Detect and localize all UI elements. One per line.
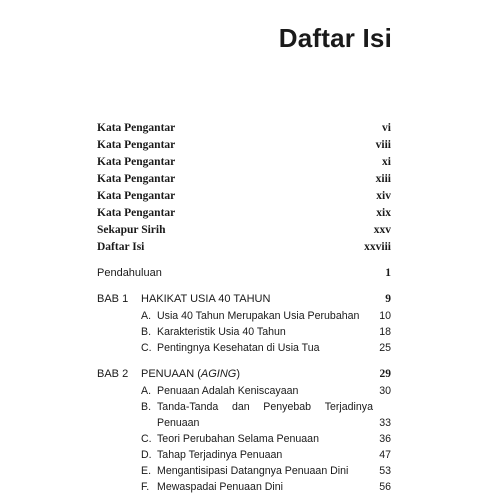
toc-entry: [97, 239, 391, 256]
section-page: 18: [379, 326, 391, 338]
toc-entry-label: Kata Pengantar: [97, 156, 176, 168]
section-title: Pentingnya Kesehatan di Usia Tua: [157, 342, 320, 354]
section-page: 30: [379, 385, 391, 397]
section-title-word: Terjadinya: [324, 401, 373, 413]
section-title: Penuaan Adalah Keniscayaan: [157, 385, 299, 397]
section-title-line2: Penuaan: [157, 417, 200, 429]
chapter-title-italic: AGING: [200, 368, 237, 380]
chapter-title: HAKIKAT USIA 40 TAHUN: [141, 293, 271, 305]
toc-entry-page: viii: [375, 139, 391, 151]
toc-entry-page: 1: [385, 267, 391, 279]
chapter-number: BAB 1: [97, 293, 129, 305]
toc-entry-label: Pendahuluan: [97, 267, 162, 279]
section-letter: D.: [141, 449, 152, 461]
section-page: 56: [379, 481, 391, 493]
toc-entry-label: Kata Pengantar: [97, 139, 176, 151]
section-title: Mewaspadai Penuaan Dini: [157, 481, 284, 493]
page-title: Daftar Isi: [278, 23, 392, 53]
section-entry: [97, 431, 391, 447]
section-letter: B.: [141, 326, 152, 338]
toc-entry-introduction: [97, 265, 391, 282]
chapter-number: BAB 2: [97, 368, 129, 380]
toc-entry: [97, 120, 391, 137]
chapter-heading: [97, 291, 391, 308]
section-title: Karakteristik Usia 40 Tahun: [157, 326, 286, 338]
section-letter: B.: [141, 401, 152, 413]
section-title-word: Penyebab: [263, 401, 312, 413]
section-title-word: Tanda-Tanda: [157, 401, 219, 413]
chapter-page: 29: [379, 368, 391, 380]
section-letter: E.: [141, 465, 152, 477]
section-letter: A.: [141, 385, 152, 397]
toc-entry-label: Kata Pengantar: [97, 122, 176, 134]
section-letter: C.: [141, 342, 152, 354]
section-title: Tahap Terjadinya Penuaan: [157, 449, 283, 461]
section-title-word: dan: [231, 401, 250, 413]
section-letter: A.: [141, 310, 152, 322]
section-page: 33: [379, 417, 391, 429]
toc-entry-label: Daftar Isi: [97, 241, 145, 253]
toc-entry-label: Kata Pengantar: [97, 173, 176, 185]
section-title: Teori Perubahan Selama Penuaan: [157, 433, 319, 445]
section-entry-continuation: [97, 415, 391, 431]
section-title-line1: [157, 399, 373, 415]
toc-entry: [97, 205, 391, 222]
section-letter: C.: [141, 433, 152, 445]
toc-entry-page: xxv: [373, 224, 391, 236]
toc-entry-page: xxviii: [364, 241, 391, 253]
section-page: 25: [379, 342, 391, 354]
section-entry: [97, 308, 391, 324]
chapter-title-suffix: ): [236, 368, 241, 380]
toc-entry: [97, 137, 391, 154]
section-page: 36: [379, 433, 391, 445]
section-entry: [97, 383, 391, 399]
toc-entry-page: xix: [376, 207, 391, 219]
section-page: 10: [379, 310, 391, 322]
table-of-contents: [97, 120, 391, 495]
toc-entry-page: xiii: [375, 173, 391, 185]
section-entry: [97, 324, 391, 340]
chapter-title-prefix: PENUAAN (: [141, 368, 201, 380]
section-entry: [97, 463, 391, 479]
toc-entry-page: xi: [382, 156, 391, 168]
toc-entry-label: Kata Pengantar: [97, 190, 176, 202]
section-page: 53: [379, 465, 391, 477]
section-letter: F.: [141, 481, 150, 493]
chapter-page: 9: [385, 293, 391, 305]
toc-entry: [97, 222, 391, 239]
toc-entry-label: Sekapur Sirih: [97, 224, 166, 236]
toc-entry-page: xiv: [376, 190, 391, 202]
section-title: Usia 40 Tahun Merupakan Usia Perubahan: [157, 310, 360, 322]
section-entry: [97, 340, 391, 356]
section-entry: [97, 447, 391, 463]
chapter-heading: [97, 366, 391, 383]
toc-entry: [97, 171, 391, 188]
toc-entry-page: vi: [382, 122, 391, 134]
toc-entry-label: Kata Pengantar: [97, 207, 176, 219]
section-title: Mengantisipasi Datangnya Penuaan Dini: [157, 465, 349, 477]
toc-entry: [97, 188, 391, 205]
chapter-title: [141, 366, 240, 383]
section-entry: [97, 479, 391, 495]
section-entry: [97, 399, 391, 415]
section-page: 47: [379, 449, 391, 461]
toc-entry: [97, 154, 391, 171]
